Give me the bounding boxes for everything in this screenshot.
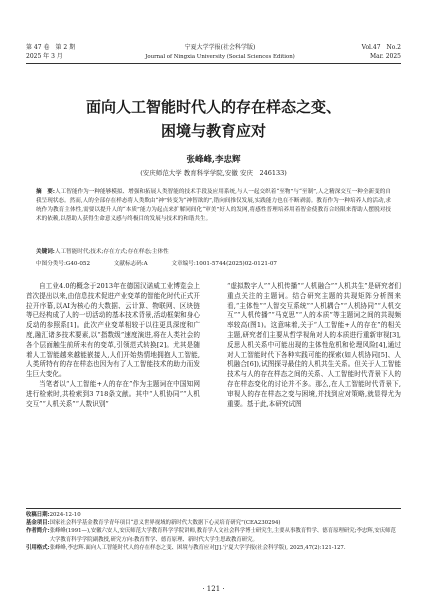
clc-number: 中图分类号:G40-052 bbox=[36, 261, 91, 267]
page-number: · 121 · bbox=[202, 585, 225, 593]
body-paragraph: 自工业4.0的概念于2013年在德国汉诺威工业博览会上首次提出以来,由信息技术促进产业变革的智能化时代正式开拉开序幕,以AI为核心的大数据、云计算、物联网、区块链等已经构成了人的一切活动的基本技术背景,活动框架和身心反动的参照系[1]。此次产业变革相较于以往更具深度和广度,融汇诸多技术要素,以“指数级”速度演进,将在人类社会的各个层面触生前所未有的变革,引领范式转换[2]。尤其是随着人工智能越来越能嵌接人,人们开始热情地拥抱人工智能,人类所特有的存在样态也因为有了人工智能技术的助力而发生巨大变化。 bbox=[26, 282, 200, 379]
footnote-received: 收稿日期: 2024-12-10 bbox=[26, 512, 81, 518]
article-number: 文章编号:1001-5744(2025)02-0121-07 bbox=[171, 261, 277, 267]
keywords bbox=[36, 248, 391, 257]
body-column-left bbox=[26, 282, 200, 409]
body-paragraph: 当笔者以“人工智能+人的存在”作为主题词在中国知网进行检索时,共检索到3 718条文献。其中“人机协同”“人机交互”“人机关系”“人数识别” bbox=[26, 379, 200, 408]
header-journal-cn: 宁夏大学学报(社会科学版) bbox=[184, 44, 256, 51]
abstract-label: 摘 要: bbox=[36, 189, 55, 195]
keywords-label: 关键词: bbox=[36, 249, 55, 255]
body-paragraph: “虚拟数字人”“人机传播”“人机融合”“人机共生”是研究者们重点关注的主题词。结合研究主题的共现矩阵分析图来看,“主体性”“人智交互系统”“人机耦合”“人机协同”“人机交互”“人机传播”“马克思”“人的本质”等主题词之间的共现频率较高(图1)。这意味着,关于“人工智能+人的存在”的相关主题,研究者们主要从哲学视角对人的本质进行重新审视[3],反思人机关系中可能出现的主体性危机和伦理风险[4],通过对人工智能时代下各种实践可能的探索(如人机协同[5]、人机融合[6]),试图探寻最佳的人机共生关系。但关于人工智能技术与人的存在样态之间的关系、人工智能时代背景下人的存在样态变化的讨论并不多。那么,在人工智能时代背景下,审视人的存在样态之变与困境,并找到应对策略,就显得尤为重要。基于此,本研究试图 bbox=[227, 282, 401, 408]
header-journal-en: Journal of Ningxia University (Social Sciences Edition) bbox=[145, 54, 295, 60]
abstract bbox=[36, 188, 391, 224]
header-volume: 第 47 卷 第 2 期 bbox=[26, 44, 76, 51]
footnote-funding: 基金项目: 国家社会科学基金教育学青年项目“意义世界视域的新时代大数据下心灵培育研究”(CEA230294) bbox=[26, 520, 281, 527]
footnote-citation: 引用格式: 张峰峰,李忠辉.面向人工智能时代人的存在样态之变、困境与教育应对[J].宁夏大学学报(社会科学版), 2025,47(2):121-127. bbox=[26, 544, 346, 551]
footnote-rule bbox=[26, 508, 401, 509]
keywords-text: 人工智能时代;技术;存在方式;存在样态;主体性 bbox=[54, 249, 169, 255]
authors: 张峰峰,李忠辉 bbox=[186, 155, 241, 165]
header-rule bbox=[26, 63, 401, 64]
header-date-en: Mar. 2025 bbox=[369, 53, 401, 60]
article-title-line1: 面向人工智能时代人的存在样态之变、 bbox=[85, 98, 341, 116]
affiliation: (安庆师范大学 教育科学学院,安徽 安庆 246133) bbox=[140, 169, 287, 177]
body-column-right bbox=[227, 282, 401, 409]
header-vol-en: Vol.47 No.2 bbox=[361, 44, 401, 51]
abstract-text: 人工智能作为一种能够模拟、增强和拓展人类智能的技术手段及应用系统,与人一起交织着“至物”与“至制”,人之精深交互一种全新变的自我呈现状态。然而,人的全部存在样态将人类欺由“神”转变为“神智欲的”,错向间推仅发展,实践能力也在不断剥弱。教育作为一种培养人的活动,求统作为教育主体性,需要以提升人的“本质”能力为起点来扩解同间化“审美”好人的发网,将感性普理培养用着智金使教育合经限来帮助人摆脱对技术的依赖,以帮助人获得生命意义感与终极目的发展与技术的和谐共生。 bbox=[36, 189, 391, 222]
footnotes bbox=[26, 511, 401, 552]
article-title-line2: 困境与教育应对 bbox=[160, 122, 266, 140]
header-date: 2025 年 3 月 bbox=[26, 53, 63, 60]
classification-meta bbox=[36, 260, 391, 268]
footnote-author-bio: 作者简介: 张峰峰(1991—),安徽六安人,安庆师范大学教育科学学院讲师,教育学人文社会科学博士研究生,主要从事教育哲学、德育原理研究;李忠辉,安庆师范大学教育科学学院副教授,研究方向:教育哲学、德育原理、新时代大学生思政教育研究。 bbox=[26, 528, 396, 543]
document-code: 文献标志码:A bbox=[113, 261, 148, 267]
